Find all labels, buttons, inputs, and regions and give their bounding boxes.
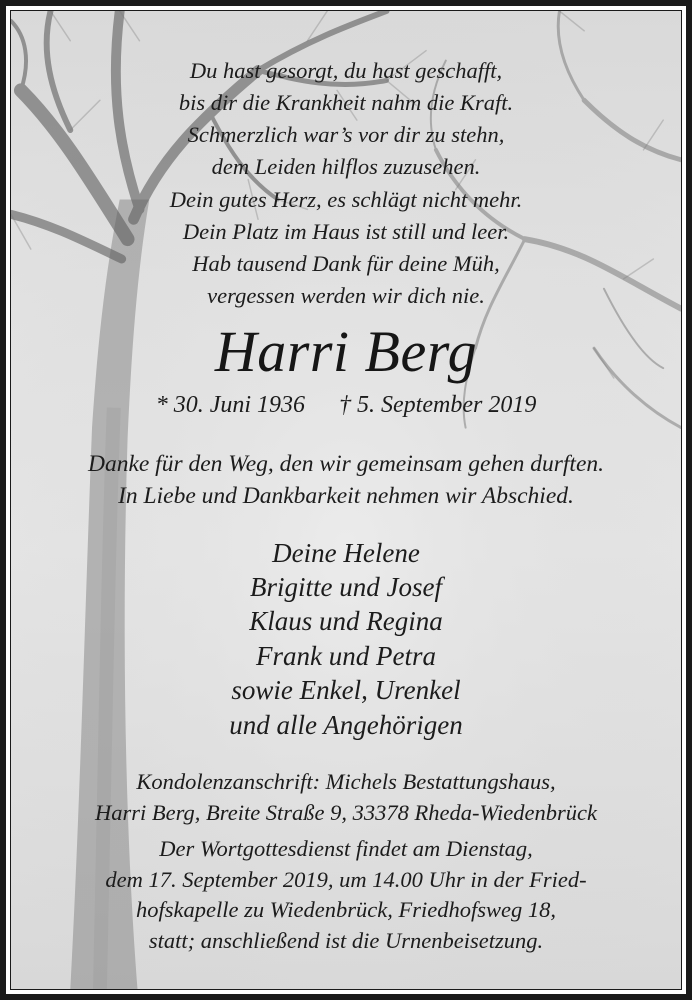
service-line: hofskapelle zu Wiedenbrück, Friedhofsweg 18, <box>136 897 556 922</box>
mourner-line: sowie Enkel, Urenkel <box>231 675 461 705</box>
notice-frame <box>10 10 682 990</box>
poem-line: Dein Platz im Haus ist still und leer. <box>182 219 510 244</box>
mourner-line: Klaus und Regina <box>249 606 443 636</box>
deceased-name: Harri Berg <box>214 319 478 384</box>
service-line: statt; anschließend ist die Urnenbeisetzung. <box>148 928 544 953</box>
life-dates <box>11 392 681 419</box>
poem-line: Du hast gesorgt, du hast geschafft, <box>189 58 503 83</box>
mourner-line: und alle Angehörigen <box>229 710 463 740</box>
condolence-line: Harri Berg, Breite Straße 9, 33378 Rheda-Wiedenbrück <box>95 800 597 825</box>
farewell-line: Danke für den Weg, den wir gemeinsam gehen durften. <box>87 451 605 477</box>
farewell-line: In Liebe und Dankbarkeit nehmen wir Abschied. <box>118 483 574 509</box>
birth-date: * 30. Juni 1936 <box>155 392 306 418</box>
poem-line: bis dir die Krankheit nahm die Kraft. <box>178 90 514 115</box>
poem-line: Dein gutes Herz, es schlägt nicht mehr. <box>169 187 523 212</box>
poem-line: vergessen werden wir dich nie. <box>207 283 485 308</box>
death-date: † 5. September 2019 <box>339 392 537 418</box>
poem-line: Hab tausend Dank für deine Müh, <box>192 251 500 276</box>
service-line: dem 17. September 2019, um 14.00 Uhr in der Fried- <box>105 867 587 892</box>
condolence-line: Kondolenzanschrift: Michels Bestattungshaus, <box>136 769 556 794</box>
service-line: Der Wortgottesdienst findet am Dienstag, <box>159 836 533 861</box>
mourner-line: Deine Helene <box>272 538 420 568</box>
poem-line: dem Leiden hilflos zuzusehen. <box>211 154 481 179</box>
poem-line: Schmerzlich war’s vor dir zu stehn, <box>187 122 505 147</box>
mourner-line: Brigitte und Josef <box>250 572 442 602</box>
mourner-line: Frank und Petra <box>256 641 436 671</box>
notice-text <box>11 11 681 989</box>
